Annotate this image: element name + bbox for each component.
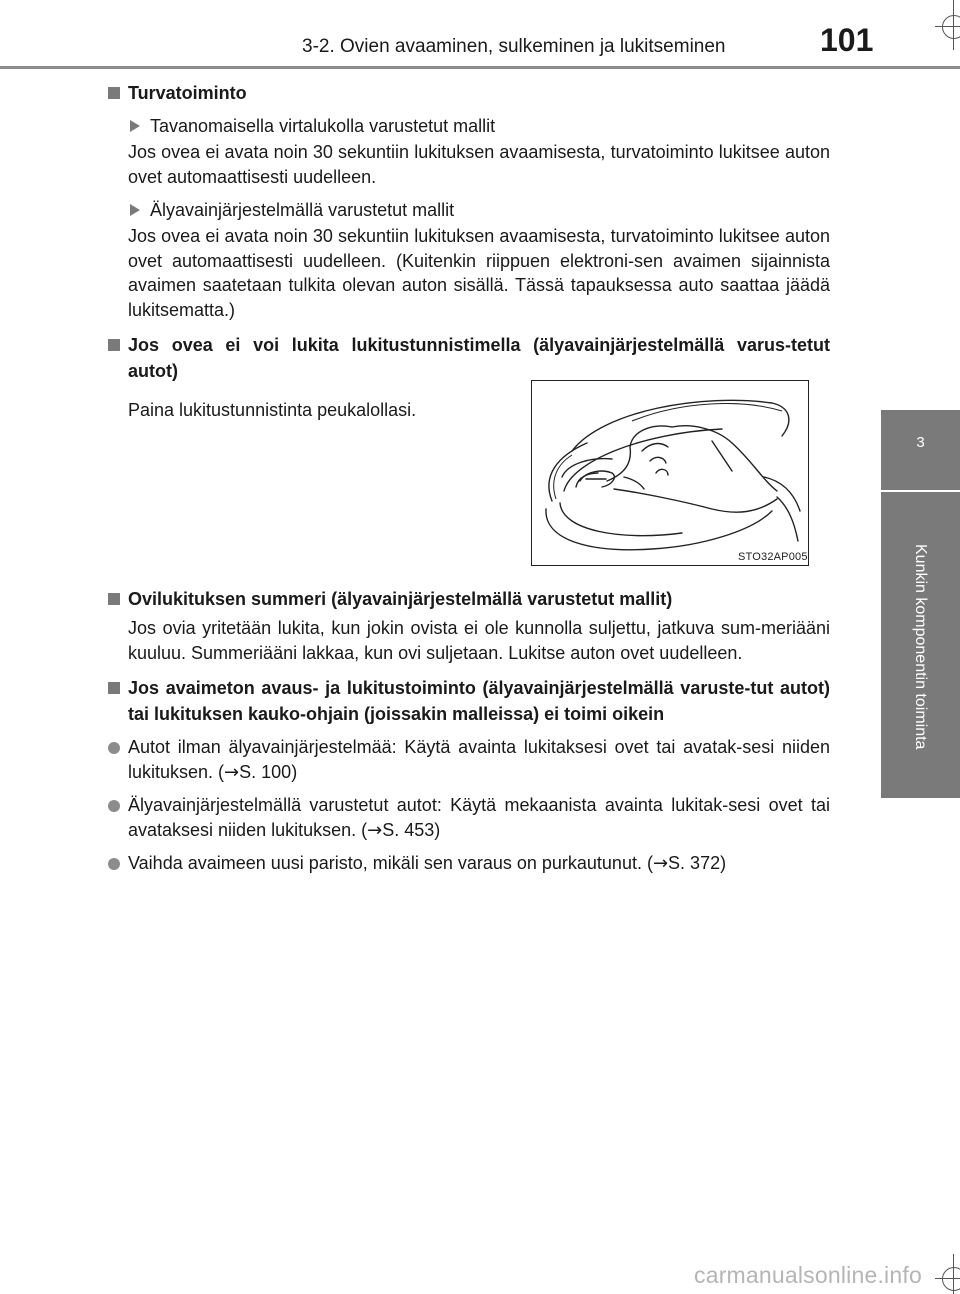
section-heading bbox=[108, 675, 830, 727]
section-heading bbox=[108, 586, 830, 612]
list-item-text: Vaihda avaimeen uusi paristo, mikäli sen varaus on purkautunut. ( bbox=[128, 853, 653, 873]
crop-mark-circle bbox=[942, 15, 960, 39]
lock-sensor-illustration bbox=[531, 380, 809, 566]
page-reference-link[interactable]: S. 372 bbox=[668, 853, 721, 873]
variant-title bbox=[128, 198, 830, 222]
chapter-tab bbox=[881, 410, 960, 490]
chapter-number: 3 bbox=[916, 434, 925, 451]
close-paren: ) bbox=[291, 762, 298, 782]
square-bullet-icon bbox=[108, 339, 120, 351]
close-paren: ) bbox=[434, 820, 441, 840]
chapter-strip bbox=[881, 492, 960, 798]
list-item-text: Älyavainjärjestelmällä varustetut autot: Käytä mekaanista avainta lukitak-sesi ovet tai avataksesi niiden lukituksen. ( bbox=[128, 795, 830, 840]
section-title: 3-2. Ovien avaaminen, sulkeminen ja lukitseminen bbox=[302, 36, 726, 57]
chapter-title: Kunkin komponentin toiminta bbox=[912, 544, 929, 750]
close-paren: ) bbox=[720, 853, 727, 873]
list-item-text: Autot ilman älyavainjärjestelmää: Käytä avainta lukitaksesi ovet tai avatak-sesi niiden lukituksen. ( bbox=[128, 737, 830, 782]
list-item bbox=[108, 735, 830, 785]
list-item bbox=[108, 851, 830, 876]
list-item bbox=[108, 793, 830, 843]
page-content-lower bbox=[108, 586, 830, 876]
paragraph: Paina lukitustunnistinta peukalollasi. bbox=[128, 400, 417, 420]
arrow-icon: → bbox=[652, 853, 669, 874]
circle-bullet-icon bbox=[108, 800, 120, 812]
crop-mark-circle bbox=[942, 1267, 960, 1291]
heading-text: Jos avaimeton avaus- ja lukitustoiminto (älyavainjärjestelmällä varuste-tut autot) tai lukituksen kauko-ohjain (joissakin malleissa) ei toimi oikein bbox=[128, 678, 830, 724]
circle-bullet-icon bbox=[108, 742, 120, 754]
square-bullet-icon bbox=[108, 87, 120, 99]
circle-bullet-icon bbox=[108, 858, 120, 870]
arrow-icon: → bbox=[367, 820, 383, 841]
square-bullet-icon bbox=[108, 593, 120, 605]
watermark: carmanualsonline.info bbox=[694, 1262, 922, 1288]
arrow-icon: → bbox=[224, 762, 240, 783]
section-heading bbox=[108, 332, 830, 384]
page-number: 101 bbox=[820, 22, 874, 58]
paragraph: Jos ovea ei avata noin 30 sekuntiin lukituksen avaamisesta, turvatoiminto lukitsee auton ovet automaattisesti uudelleen. bbox=[128, 142, 830, 187]
paragraph: Jos ovea ei avata noin 30 sekuntiin lukituksen avaamisesta, turvatoiminto lukitsee auton ovet automaattisesti uudelleen. (Kuitenkin riippuen elektroni-sen avaimen sijainnista avaimen saatetaan tulkita olevan auton sisällä. Tässä tapauksessa auto saattaa jäädä lukitsematta.) bbox=[128, 226, 830, 320]
page-content bbox=[108, 80, 830, 423]
heading-text: Jos ovea ei voi lukita lukitustunnistimella (älyavainjärjestelmällä varus-tetut autot) bbox=[128, 335, 830, 381]
door-handle-hand-drawing bbox=[532, 381, 810, 567]
heading-text: Turvatoiminto bbox=[128, 83, 247, 103]
paragraph: Jos ovia yritetään lukita, kun jokin ovista ei ole kunnolla suljettu, jatkuva sum-meriääni kuuluu. Summeriääni lakkaa, kun ovi suljetaan. Lukitse auton ovet uudelleen. bbox=[128, 618, 830, 663]
variant-title bbox=[128, 114, 830, 138]
triangle-bullet-icon bbox=[130, 204, 140, 216]
page-reference-link[interactable]: S. 453 bbox=[382, 820, 435, 840]
triangle-bullet-icon bbox=[130, 120, 140, 132]
page-reference-link[interactable]: S. 100 bbox=[239, 762, 292, 782]
square-bullet-icon bbox=[108, 682, 120, 694]
variant-title-text: Tavanomaisella virtalukolla varustetut mallit bbox=[150, 116, 496, 136]
variant-title-text: Älyavainjärjestelmällä varustetut mallit bbox=[150, 200, 455, 220]
header-rule bbox=[0, 66, 960, 69]
heading-text: Ovilukituksen summeri (älyavainjärjestelmällä varustetut mallit) bbox=[128, 589, 673, 609]
section-heading bbox=[108, 80, 830, 106]
figure-code: STO32AP005 bbox=[738, 551, 808, 563]
